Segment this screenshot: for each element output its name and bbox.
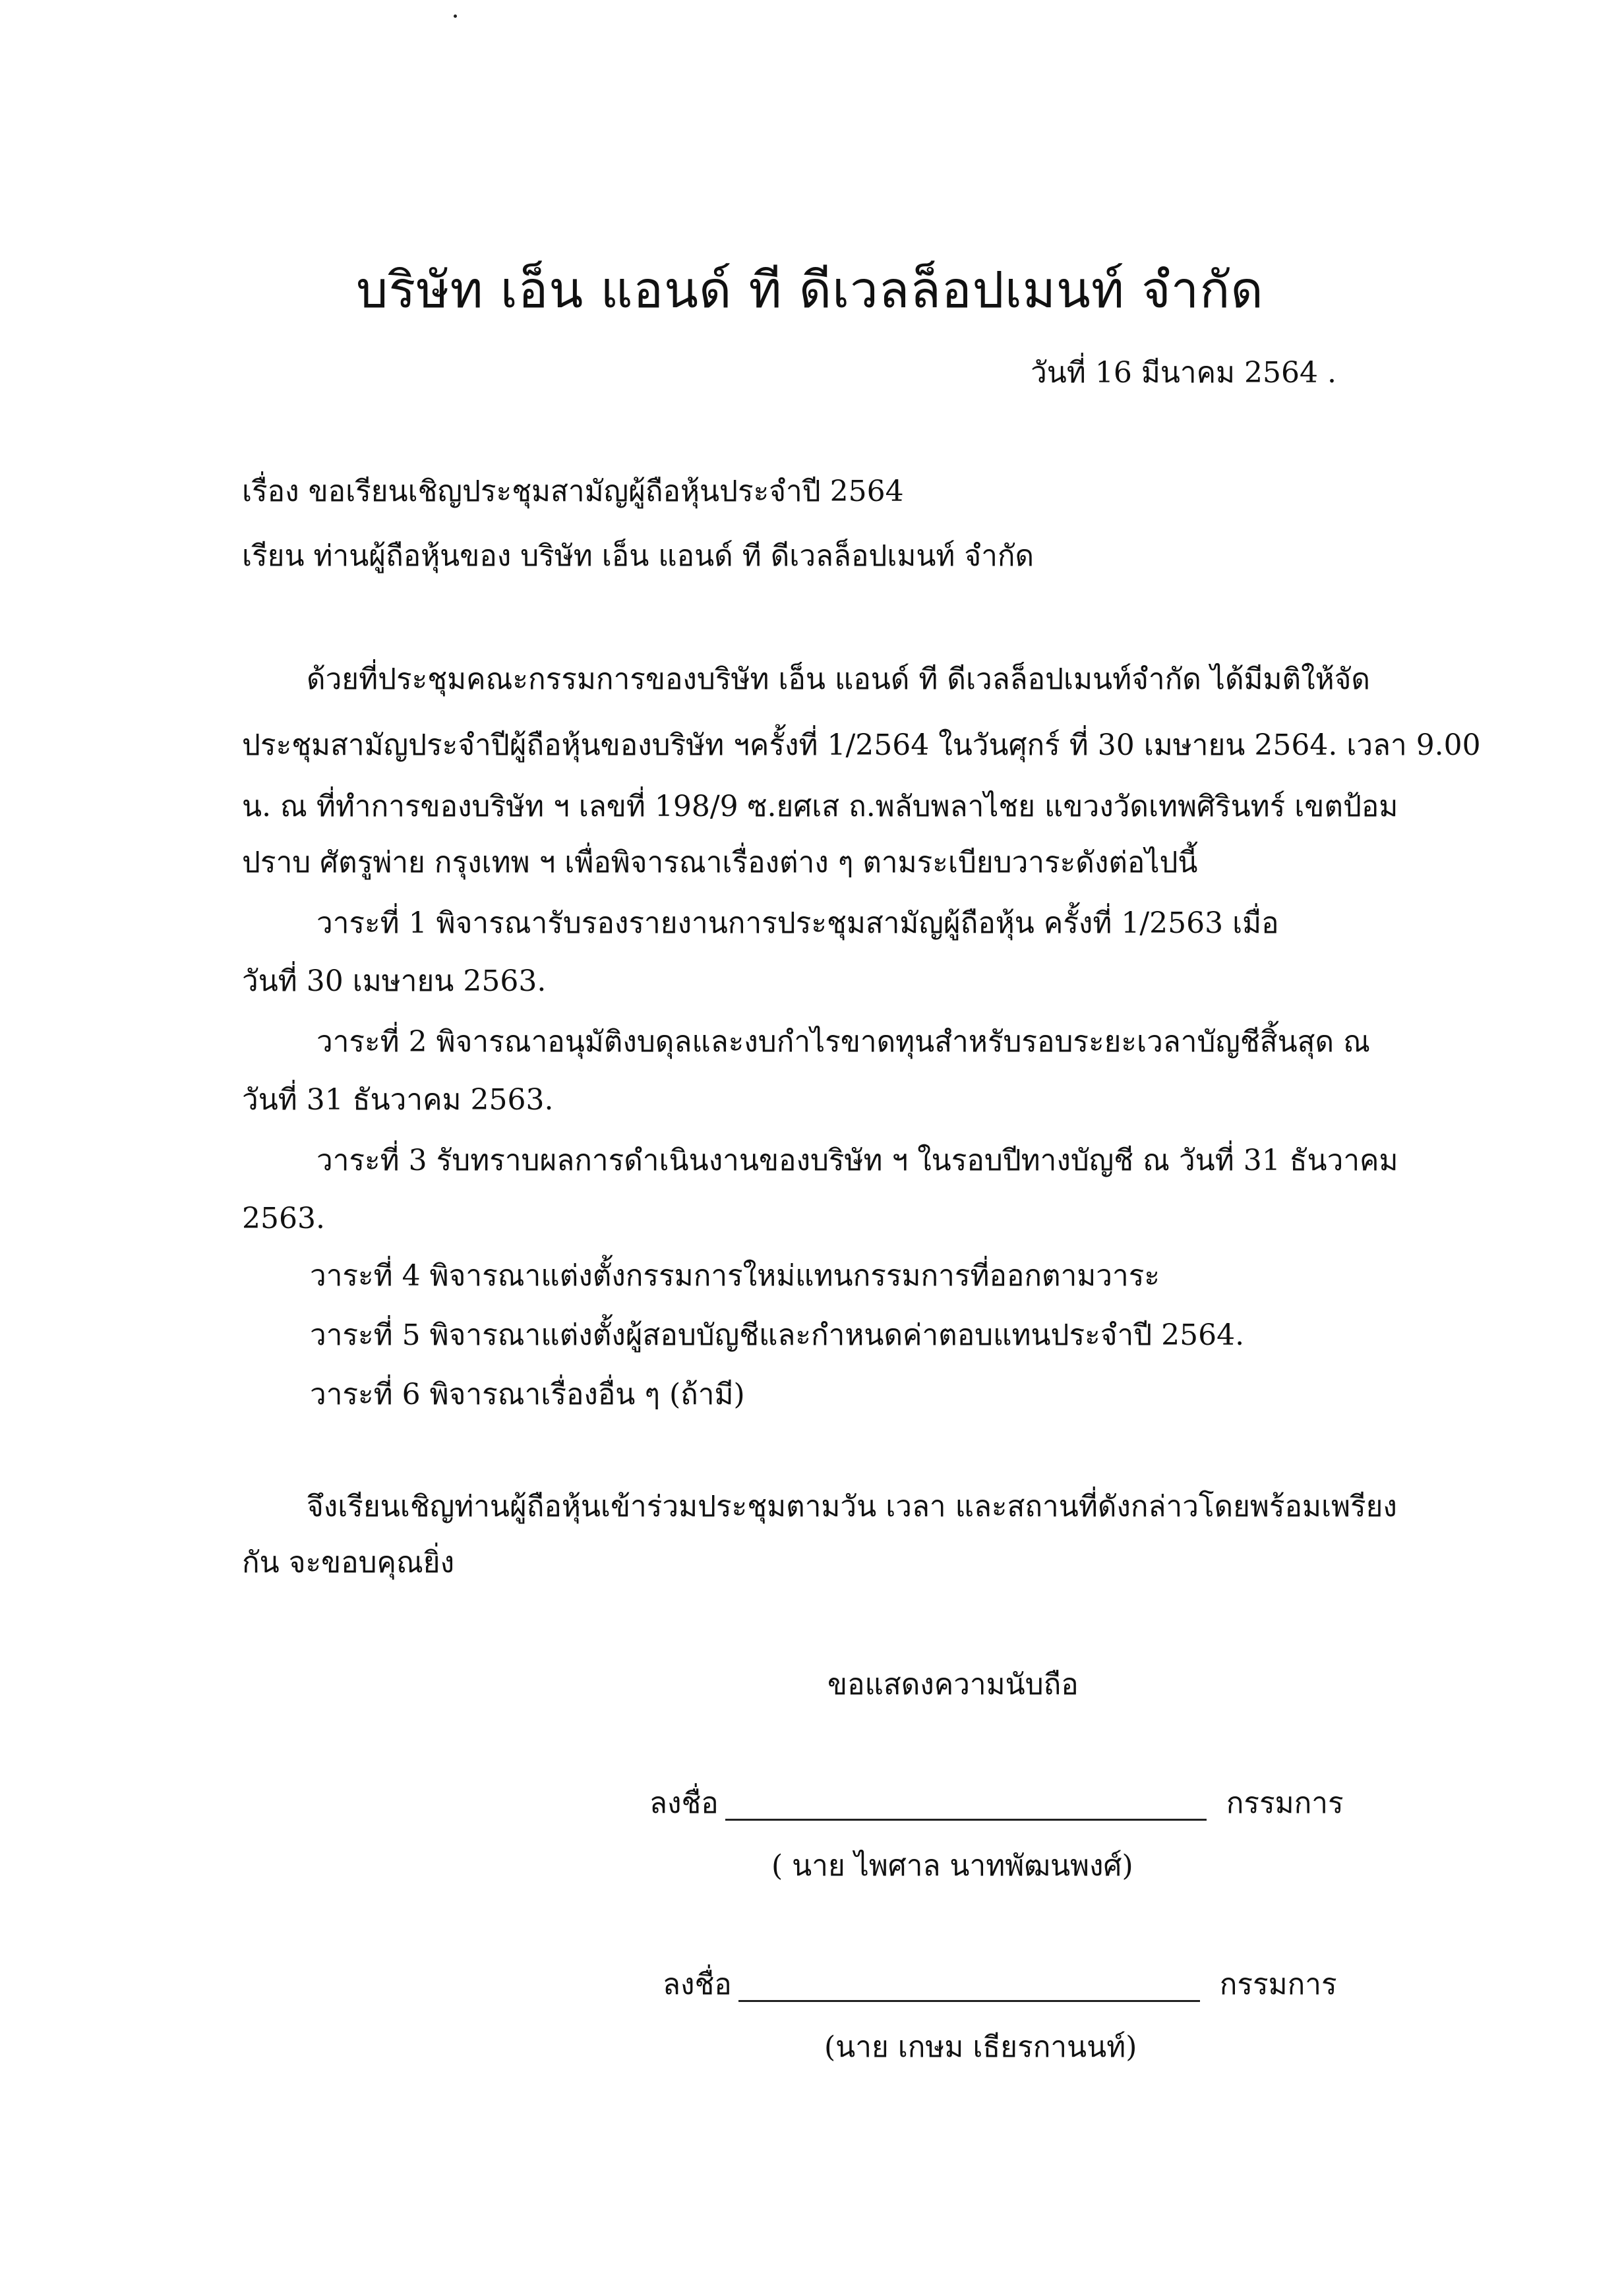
signer-position: กรรมการ [1219, 1968, 1337, 2001]
subject-line: เรื่อง ขอเรียนเชิญประชุมสามัญผู้ถือหุ้นประจำปี 2564 [242, 475, 904, 508]
body-line: ปราบ ศัตรูพ่าย กรุงเทพ ฯ เพื่อพิจารณาเรื่องต่าง ๆ ตามระเบียบวาระดังต่อไปนี้ [242, 846, 1198, 879]
signer-position: กรรมการ [1226, 1786, 1344, 1820]
recipient-line: เรียน ท่านผู้ถือหุ้นของ บริษัท เอ็น แอนด์ ที ดีเวลล็อปเมนท์ จำกัด [242, 539, 1035, 573]
closing-line: กัน จะขอบคุณยิ่ง [242, 1546, 455, 1579]
agenda-item-4: วาระที่ 4 พิจารณาแต่งตั้งกรรมการใหม่แทนกรรมการที่ออกตามวาระ [310, 1259, 1160, 1293]
body-line: ประชุมสามัญประจำปีผู้ถือหุ้นของบริษัท ฯครั้งที่ 1/2564 ในวันศุกร์ ที่ 30 เมษายน 2564. เวลา 9.00 [242, 728, 1481, 762]
agenda-item-2: วาระที่ 2 พิจารณาอนุมัติงบดุลและงบกำไรขาดทุนสำหรับรอบระยะเวลาบัญชีสิ้นสุด ณ [316, 1025, 1370, 1059]
agenda-item-1-cont: วันที่ 30 เมษายน 2563. [242, 964, 547, 998]
agenda-item-2-cont: วันที่ 31 ธันวาคม 2563. [242, 1083, 554, 1117]
body-line: น. ณ ที่ทำการของบริษัท ฯ เลขที่ 198/9 ซ.ยศเส ถ.พลับพลาไชย แขวงวัดเทพศิรินทร์ เขตป้อม [242, 790, 1398, 823]
signature-row-1 [649, 1780, 1344, 1826]
signer-name: ( นาย ไพศาล นาทพัฒนพงศ์) [771, 1849, 1133, 1883]
agenda-item-3: วาระที่ 3 รับทราบผลการดำเนินงานของบริษัท ฯ ในรอบปีทางบัญชี ณ วันที่ 31 ธันวาคม [316, 1144, 1398, 1177]
letter-date: วันที่ 16 มีนาคม 2564 . [1031, 356, 1336, 390]
body-line: ด้วยที่ประชุมคณะกรรมการของบริษัท เอ็น แอนด์ ที ดีเวลล็อปเมนท์จำกัด ได้มีมติให้จัด [307, 662, 1370, 696]
regards: ขอแสดงความนับถือ [827, 1668, 1079, 1701]
agenda-item-5: วาระที่ 5 พิจารณาแต่งตั้งผู้สอบบัญชีและกำหนดค่าตอบแทนประจำปี 2564. [310, 1318, 1245, 1352]
sign-label: ลงชื่อ [649, 1786, 719, 1820]
agenda-item-1: วาระที่ 1 พิจารณารับรองรายงานการประชุมสามัญผู้ถือหุ้น ครั้งที่ 1/2563 เมื่อ [316, 906, 1279, 940]
agenda-item-6: วาระที่ 6 พิจารณาเรื่องอื่น ๆ (ถ้ามี) [310, 1378, 745, 1411]
closing-line: จึงเรียนเชิญท่านผู้ถือหุ้นเข้าร่วมประชุมตามวัน เวลา และสถานที่ดังกล่าวโดยพร้อมเพรียง [307, 1490, 1397, 1523]
signature-line [738, 2000, 1200, 2002]
scan-speck [454, 15, 457, 18]
agenda-item-3-cont: 2563. [242, 1202, 325, 1235]
sign-label: ลงชื่อ [663, 1968, 732, 2001]
signature-row-2 [663, 1961, 1337, 2007]
signer-name: (นาย เกษม เธียรกานนท์) [824, 2030, 1137, 2064]
signature-line [725, 1819, 1207, 1821]
company-title: บริษัท เอ็น แอนด์ ที ดีเวลล็อปเมนท์ จำกัด [356, 260, 1264, 319]
